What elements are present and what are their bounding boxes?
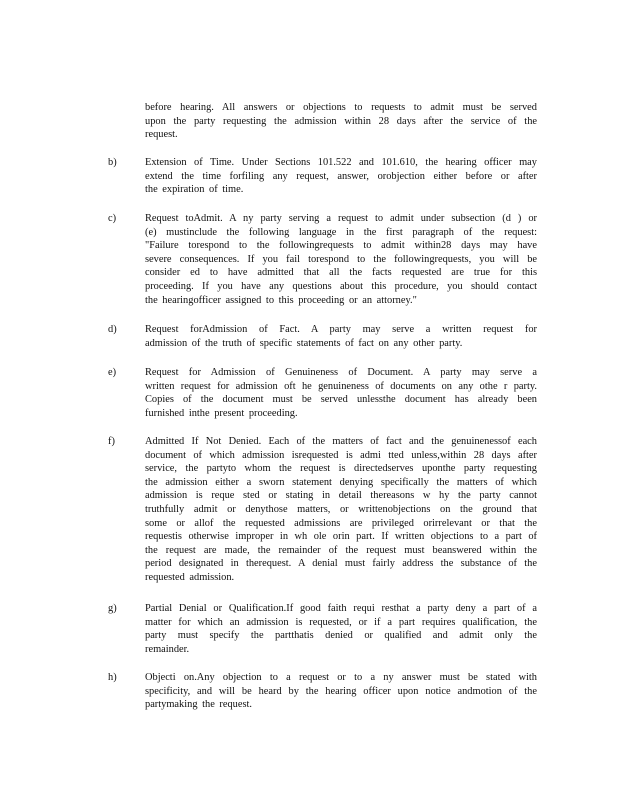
- text-line: service, the partyto whom the request is directedserves uponthe party requesting: [145, 463, 537, 475]
- text-line: admission is reque sted or stating in detail thereasons w hy the party cannot: [145, 490, 537, 502]
- text-line: furnished inthe present proceeding.: [145, 407, 298, 419]
- paragraph-label: g): [108, 603, 117, 614]
- text-line: Extension of Time. Under Sections 101.522 and 101.610, the hearing officer may: [145, 157, 537, 168]
- text-line: party must specify the partthatis denied or qualified and admit only the: [145, 630, 537, 642]
- text-line: consider ed to have admitted that all the facts requested are true for this: [145, 267, 537, 279]
- text-line: Request toAdmit. A ny party serving a request to admit under subsection (d ) or: [145, 213, 537, 224]
- text-line: severe consequences. If you fail torespond to the followingrequests, you will be: [145, 253, 537, 265]
- text-line: Request for Admission of Genuineness of Document. A party may serve a: [145, 367, 537, 378]
- text-line: requested admission.: [145, 571, 235, 583]
- text-line: requestis otherwise improper in wh ole orin part. If written objections to a part of: [145, 531, 537, 543]
- text-line: proceeding. If you have any questions about this procedure, you should contact: [145, 280, 537, 292]
- paragraph-text: [145, 156, 537, 197]
- text-line: period designated in therequest. A denial must fairly address the substance of the: [145, 558, 537, 570]
- paragraph-text: [145, 671, 537, 712]
- paragraph-label: d): [108, 324, 117, 335]
- text-line: truthfully admit or denythose matters, or writtenobjections on the ground that: [145, 503, 537, 515]
- paragraph-text: [145, 602, 537, 656]
- text-line: matter for which an admission is requested, or if a part requires qualification, the: [145, 616, 537, 628]
- text-line: remainder.: [145, 643, 190, 655]
- paragraph-label: f): [108, 436, 115, 447]
- text-line: Objecti on.Any objection to a request or to a ny answer must be stated with: [145, 672, 537, 683]
- text-line: the request are made, the remainder of the request must beanswered within the: [145, 544, 537, 556]
- text-line: request.: [145, 129, 178, 141]
- text-line: extend the time forfiling any request, answer, orobjection either before or after: [145, 170, 537, 182]
- paragraph-label: c): [108, 213, 117, 224]
- text-line: Partial Denial or Qualification.If good faith requi resthat a party deny a part of a: [145, 603, 537, 614]
- paragraph-label: b): [108, 157, 117, 168]
- text-line: upon the party requesting the admission within 28 days after the service of the: [145, 115, 537, 127]
- text-line: (e) mustinclude the following language in the first paragraph of the request:: [145, 226, 537, 238]
- text-line: the expiration of time.: [145, 184, 244, 196]
- paragraph-text: [145, 101, 537, 142]
- paragraph-text: [145, 366, 537, 420]
- paragraph-label: e): [108, 367, 117, 378]
- text-line: Copies of the document must be served unlessthe document has already been: [145, 394, 537, 406]
- text-line: Admitted If Not Denied. Each of the matters of fact and the genuinenessof each: [145, 436, 537, 447]
- text-line: document of which admission isrequested is admi tted unless,within 28 days after: [145, 449, 537, 461]
- text-line: written request for admission oft he genuineness of documents on any othe r party.: [145, 380, 537, 392]
- text-line: partymaking the request.: [145, 699, 253, 711]
- text-line: some or allof the requested admissions are privileged orirrelevant or that the: [145, 517, 537, 529]
- paragraph-label: h): [108, 672, 117, 683]
- text-line: "Failure torespond to the followingrequests to admit within28 days may have: [145, 240, 537, 252]
- paragraph-text: [145, 435, 537, 585]
- paragraph-text: [145, 212, 537, 307]
- text-line: the hearingofficer assigned to this proceeding or an attorney.": [145, 294, 417, 306]
- text-line: Request forAdmission of Fact. A party may serve a written request for: [145, 324, 537, 335]
- text-line: admission of the truth of specific statements of fact on any other party.: [145, 337, 463, 349]
- text-line: specificity, and will be heard by the hearing officer upon notice andmotion of the: [145, 685, 537, 697]
- text-line: before hearing. All answers or objections to requests to admit must be served: [145, 102, 537, 113]
- paragraph-text: [145, 323, 537, 350]
- text-line: the admission either a sworn statement denying specifically the matters of which: [145, 476, 537, 488]
